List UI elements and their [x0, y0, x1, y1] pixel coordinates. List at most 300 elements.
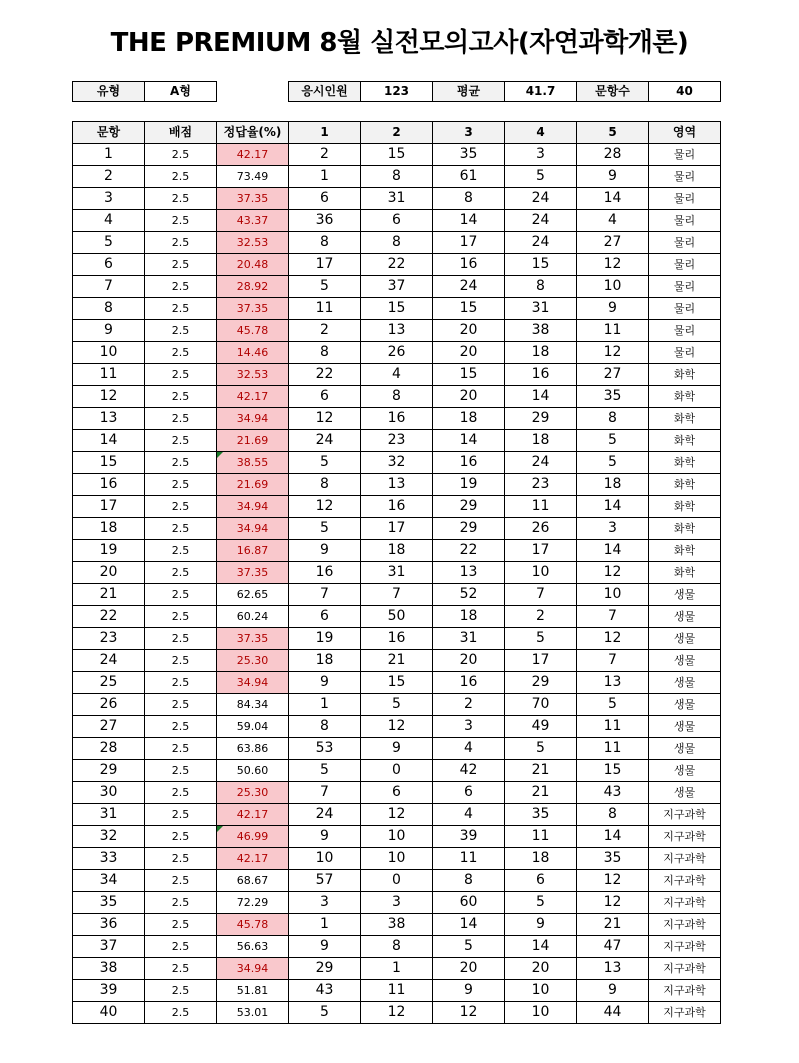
choice-5-cell: 14 — [577, 826, 649, 848]
table-row — [73, 936, 721, 958]
area-cell: 물리 — [649, 254, 721, 276]
summary-row — [73, 82, 721, 102]
area-cell: 생물 — [649, 672, 721, 694]
questions-value: 40 — [649, 82, 721, 102]
choice-1-cell: 5 — [289, 1002, 361, 1024]
choice-5-cell: 11 — [577, 320, 649, 342]
correct-rate-cell: 34.94 — [217, 958, 289, 980]
question-number-cell: 21 — [73, 584, 145, 606]
choice-5-cell: 13 — [577, 672, 649, 694]
choice-4-cell: 38 — [505, 320, 577, 342]
question-number-cell: 12 — [73, 386, 145, 408]
choice-5-cell: 5 — [577, 430, 649, 452]
question-number-cell: 9 — [73, 320, 145, 342]
table-row — [73, 980, 721, 1002]
choice-1-cell: 7 — [289, 584, 361, 606]
table-row — [73, 804, 721, 826]
choice-1-cell: 6 — [289, 606, 361, 628]
choice-5-cell: 35 — [577, 848, 649, 870]
choice-1-cell: 11 — [289, 298, 361, 320]
area-cell: 물리 — [649, 342, 721, 364]
choice-3-cell: 9 — [433, 980, 505, 1002]
area-cell: 지구과학 — [649, 826, 721, 848]
choice-2-cell: 23 — [361, 430, 433, 452]
question-number-cell: 39 — [73, 980, 145, 1002]
choice-3-cell: 2 — [433, 694, 505, 716]
score-cell: 2.5 — [145, 386, 217, 408]
correct-rate-cell: 50.60 — [217, 760, 289, 782]
table-row — [73, 320, 721, 342]
choice-3-cell: 16 — [433, 672, 505, 694]
choice-3-cell: 5 — [433, 936, 505, 958]
question-number-cell: 24 — [73, 650, 145, 672]
area-cell: 생물 — [649, 760, 721, 782]
question-number-cell: 26 — [73, 694, 145, 716]
choice-2-cell: 32 — [361, 452, 433, 474]
choice-4-cell: 70 — [505, 694, 577, 716]
choice-3-cell: 61 — [433, 166, 505, 188]
choice-2-cell: 12 — [361, 716, 433, 738]
choice-2-cell: 16 — [361, 408, 433, 430]
choice-2-cell: 6 — [361, 210, 433, 232]
choice-5-cell: 12 — [577, 892, 649, 914]
choice-5-cell: 9 — [577, 298, 649, 320]
choice-4-cell: 6 — [505, 870, 577, 892]
score-cell: 2.5 — [145, 144, 217, 166]
choice-1-cell: 7 — [289, 782, 361, 804]
choice-4-cell: 8 — [505, 276, 577, 298]
score-cell: 2.5 — [145, 870, 217, 892]
choice-4-cell: 21 — [505, 760, 577, 782]
question-number-cell: 25 — [73, 672, 145, 694]
area-cell: 지구과학 — [649, 914, 721, 936]
score-cell: 2.5 — [145, 606, 217, 628]
question-number-cell: 19 — [73, 540, 145, 562]
choice-5-cell: 12 — [577, 870, 649, 892]
correct-rate-cell: 32.53 — [217, 364, 289, 386]
choice-3-cell: 16 — [433, 452, 505, 474]
choice-1-cell: 1 — [289, 166, 361, 188]
table-row — [73, 386, 721, 408]
choice-5-cell: 35 — [577, 386, 649, 408]
choice-5-cell: 5 — [577, 452, 649, 474]
question-number-cell: 29 — [73, 760, 145, 782]
choice-1-cell: 17 — [289, 254, 361, 276]
choice-2-cell: 4 — [361, 364, 433, 386]
correct-rate-cell: 59.04 — [217, 716, 289, 738]
area-cell: 생물 — [649, 782, 721, 804]
choice-2-cell: 16 — [361, 496, 433, 518]
choice-2-cell: 31 — [361, 562, 433, 584]
score-cell: 2.5 — [145, 540, 217, 562]
correct-rate-cell: 37.35 — [217, 298, 289, 320]
table-row — [73, 254, 721, 276]
correct-rate-cell: 63.86 — [217, 738, 289, 760]
choice-4-cell: 14 — [505, 936, 577, 958]
correct-rate-cell: 42.17 — [217, 386, 289, 408]
choice-3-cell: 4 — [433, 738, 505, 760]
correct-rate-cell: 14.46 — [217, 342, 289, 364]
question-number-cell: 20 — [73, 562, 145, 584]
choice-2-cell: 1 — [361, 958, 433, 980]
choice-4-cell: 15 — [505, 254, 577, 276]
table-row — [73, 298, 721, 320]
correct-rate-cell: 45.78 — [217, 914, 289, 936]
choice-2-cell: 13 — [361, 474, 433, 496]
score-cell: 2.5 — [145, 342, 217, 364]
table-row — [73, 364, 721, 386]
choice-5-cell: 15 — [577, 760, 649, 782]
score-cell: 2.5 — [145, 298, 217, 320]
question-number-cell: 3 — [73, 188, 145, 210]
choice-1-cell: 8 — [289, 474, 361, 496]
choice-2-cell: 8 — [361, 232, 433, 254]
choice-5-cell: 12 — [577, 628, 649, 650]
correct-rate-cell: 34.94 — [217, 672, 289, 694]
choice-1-cell: 5 — [289, 276, 361, 298]
choice-1-cell: 5 — [289, 518, 361, 540]
score-cell: 2.5 — [145, 760, 217, 782]
question-number-cell: 27 — [73, 716, 145, 738]
table-row — [73, 606, 721, 628]
choice-4-cell: 5 — [505, 892, 577, 914]
area-cell: 물리 — [649, 144, 721, 166]
correct-rate-cell: 46.99 — [217, 826, 289, 848]
choice-5-cell: 27 — [577, 232, 649, 254]
area-cell: 지구과학 — [649, 1002, 721, 1024]
choice-3-cell: 14 — [433, 430, 505, 452]
table-row — [73, 540, 721, 562]
correct-rate-cell: 51.81 — [217, 980, 289, 1002]
table-row — [73, 166, 721, 188]
table-row — [73, 650, 721, 672]
question-number-cell: 11 — [73, 364, 145, 386]
table-row — [73, 144, 721, 166]
score-cell: 2.5 — [145, 782, 217, 804]
question-number-cell: 15 — [73, 452, 145, 474]
correct-rate-cell: 62.65 — [217, 584, 289, 606]
choice-2-cell: 22 — [361, 254, 433, 276]
question-number-cell: 35 — [73, 892, 145, 914]
choice-5-cell: 7 — [577, 606, 649, 628]
area-cell: 생물 — [649, 716, 721, 738]
choice-3-cell: 15 — [433, 298, 505, 320]
choice-5-cell: 43 — [577, 782, 649, 804]
area-cell: 물리 — [649, 210, 721, 232]
table-row — [73, 892, 721, 914]
choice-2-cell: 3 — [361, 892, 433, 914]
choice-1-cell: 3 — [289, 892, 361, 914]
choice-4-cell: 16 — [505, 364, 577, 386]
choice-3-cell: 8 — [433, 870, 505, 892]
choice-1-cell: 9 — [289, 826, 361, 848]
choice-5-cell: 11 — [577, 738, 649, 760]
score-cell: 2.5 — [145, 232, 217, 254]
score-cell: 2.5 — [145, 496, 217, 518]
correct-rate-cell: 73.49 — [217, 166, 289, 188]
score-cell: 2.5 — [145, 672, 217, 694]
question-number-cell: 31 — [73, 804, 145, 826]
choice-2-cell: 5 — [361, 694, 433, 716]
area-cell: 생물 — [649, 606, 721, 628]
choice-3-cell: 12 — [433, 1002, 505, 1024]
choice-4-cell: 24 — [505, 232, 577, 254]
score-cell: 2.5 — [145, 826, 217, 848]
choice-1-cell: 24 — [289, 804, 361, 826]
question-number-cell: 8 — [73, 298, 145, 320]
table-row — [73, 188, 721, 210]
page-title: THE PREMIUM 8월 실전모의고사(자연과학개론) — [110, 28, 689, 58]
choice-1-cell: 2 — [289, 144, 361, 166]
score-cell: 2.5 — [145, 848, 217, 870]
choice-5-cell: 10 — [577, 584, 649, 606]
choice-2-cell: 9 — [361, 738, 433, 760]
question-number-cell: 40 — [73, 1002, 145, 1024]
area-cell: 생물 — [649, 738, 721, 760]
table-row — [73, 496, 721, 518]
score-cell: 2.5 — [145, 408, 217, 430]
choice-5-cell: 9 — [577, 166, 649, 188]
header-cell: 3 — [433, 122, 505, 144]
score-cell: 2.5 — [145, 716, 217, 738]
type-value: A형 — [145, 82, 217, 102]
choice-5-cell: 14 — [577, 540, 649, 562]
choice-4-cell: 10 — [505, 980, 577, 1002]
correct-rate-cell: 60.24 — [217, 606, 289, 628]
choice-3-cell: 52 — [433, 584, 505, 606]
choice-4-cell: 20 — [505, 958, 577, 980]
choice-3-cell: 20 — [433, 386, 505, 408]
correct-rate-cell: 42.17 — [217, 848, 289, 870]
score-cell: 2.5 — [145, 320, 217, 342]
choice-4-cell: 31 — [505, 298, 577, 320]
choice-4-cell: 11 — [505, 496, 577, 518]
area-cell: 화학 — [649, 518, 721, 540]
choice-4-cell: 2 — [505, 606, 577, 628]
area-cell: 지구과학 — [649, 958, 721, 980]
score-cell: 2.5 — [145, 276, 217, 298]
choice-1-cell: 43 — [289, 980, 361, 1002]
area-cell: 물리 — [649, 276, 721, 298]
question-number-cell: 23 — [73, 628, 145, 650]
question-number-cell: 32 — [73, 826, 145, 848]
choice-2-cell: 8 — [361, 166, 433, 188]
correct-rate-cell: 25.30 — [217, 782, 289, 804]
question-number-cell: 13 — [73, 408, 145, 430]
choice-3-cell: 18 — [433, 408, 505, 430]
area-cell: 화학 — [649, 474, 721, 496]
type-label: 유형 — [73, 82, 145, 102]
score-cell: 2.5 — [145, 364, 217, 386]
choice-3-cell: 11 — [433, 848, 505, 870]
correct-rate-cell: 42.17 — [217, 144, 289, 166]
choice-5-cell: 44 — [577, 1002, 649, 1024]
score-cell: 2.5 — [145, 980, 217, 1002]
score-cell: 2.5 — [145, 628, 217, 650]
choice-3-cell: 16 — [433, 254, 505, 276]
choice-5-cell: 27 — [577, 364, 649, 386]
choice-5-cell: 13 — [577, 958, 649, 980]
correct-rate-cell: 68.67 — [217, 870, 289, 892]
correct-rate-cell: 25.30 — [217, 650, 289, 672]
choice-2-cell: 6 — [361, 782, 433, 804]
area-cell: 지구과학 — [649, 870, 721, 892]
question-number-cell: 16 — [73, 474, 145, 496]
choice-3-cell: 15 — [433, 364, 505, 386]
choice-4-cell: 26 — [505, 518, 577, 540]
question-number-cell: 37 — [73, 936, 145, 958]
question-number-cell: 17 — [73, 496, 145, 518]
choice-2-cell: 17 — [361, 518, 433, 540]
choice-1-cell: 18 — [289, 650, 361, 672]
table-row — [73, 782, 721, 804]
choice-1-cell: 8 — [289, 232, 361, 254]
choice-3-cell: 29 — [433, 496, 505, 518]
choice-1-cell: 29 — [289, 958, 361, 980]
choice-5-cell: 14 — [577, 188, 649, 210]
correct-rate-cell: 32.53 — [217, 232, 289, 254]
choice-5-cell: 10 — [577, 276, 649, 298]
choice-3-cell: 31 — [433, 628, 505, 650]
table-row — [73, 210, 721, 232]
table-row — [73, 518, 721, 540]
choice-2-cell: 37 — [361, 276, 433, 298]
question-number-cell: 34 — [73, 870, 145, 892]
choice-1-cell: 24 — [289, 430, 361, 452]
table-row — [73, 672, 721, 694]
area-cell: 화학 — [649, 408, 721, 430]
choice-1-cell: 8 — [289, 716, 361, 738]
question-number-cell: 2 — [73, 166, 145, 188]
choice-2-cell: 31 — [361, 188, 433, 210]
choice-2-cell: 7 — [361, 584, 433, 606]
header-cell: 5 — [577, 122, 649, 144]
table-row — [73, 584, 721, 606]
choice-3-cell: 35 — [433, 144, 505, 166]
choice-5-cell: 4 — [577, 210, 649, 232]
score-cell: 2.5 — [145, 914, 217, 936]
choice-4-cell: 18 — [505, 342, 577, 364]
choice-2-cell: 11 — [361, 980, 433, 1002]
correct-rate-cell: 21.69 — [217, 474, 289, 496]
score-cell: 2.5 — [145, 562, 217, 584]
choice-5-cell: 12 — [577, 254, 649, 276]
correct-rate-cell: 45.78 — [217, 320, 289, 342]
choice-2-cell: 50 — [361, 606, 433, 628]
table-row — [73, 430, 721, 452]
choice-1-cell: 9 — [289, 540, 361, 562]
header-cell: 배점 — [145, 122, 217, 144]
choice-2-cell: 15 — [361, 672, 433, 694]
choice-4-cell: 10 — [505, 562, 577, 584]
choice-3-cell: 20 — [433, 650, 505, 672]
choice-1-cell: 1 — [289, 694, 361, 716]
choice-2-cell: 15 — [361, 298, 433, 320]
choice-3-cell: 6 — [433, 782, 505, 804]
choice-4-cell: 18 — [505, 848, 577, 870]
choice-3-cell: 20 — [433, 958, 505, 980]
area-cell: 화학 — [649, 386, 721, 408]
table-row — [73, 1002, 721, 1024]
score-cell: 2.5 — [145, 892, 217, 914]
correct-rate-cell: 56.63 — [217, 936, 289, 958]
header-cell: 1 — [289, 122, 361, 144]
choice-1-cell: 19 — [289, 628, 361, 650]
area-cell: 화학 — [649, 452, 721, 474]
question-number-cell: 7 — [73, 276, 145, 298]
choice-4-cell: 21 — [505, 782, 577, 804]
score-cell: 2.5 — [145, 452, 217, 474]
choice-1-cell: 6 — [289, 188, 361, 210]
choice-2-cell: 0 — [361, 870, 433, 892]
choice-3-cell: 4 — [433, 804, 505, 826]
question-number-cell: 22 — [73, 606, 145, 628]
score-cell: 2.5 — [145, 166, 217, 188]
score-cell: 2.5 — [145, 958, 217, 980]
score-cell: 2.5 — [145, 430, 217, 452]
choice-1-cell: 12 — [289, 496, 361, 518]
choice-4-cell: 5 — [505, 628, 577, 650]
table-row — [73, 232, 721, 254]
area-cell: 화학 — [649, 540, 721, 562]
header-cell: 4 — [505, 122, 577, 144]
choice-2-cell: 38 — [361, 914, 433, 936]
choice-5-cell: 18 — [577, 474, 649, 496]
choice-2-cell: 26 — [361, 342, 433, 364]
area-cell: 물리 — [649, 232, 721, 254]
choice-3-cell: 20 — [433, 320, 505, 342]
area-cell: 생물 — [649, 584, 721, 606]
choice-4-cell: 49 — [505, 716, 577, 738]
correct-rate-cell: 34.94 — [217, 496, 289, 518]
choice-4-cell: 24 — [505, 210, 577, 232]
correct-rate-cell: 72.29 — [217, 892, 289, 914]
question-number-cell: 4 — [73, 210, 145, 232]
choice-4-cell: 5 — [505, 166, 577, 188]
choice-3-cell: 39 — [433, 826, 505, 848]
correct-rate-cell: 37.35 — [217, 628, 289, 650]
choice-1-cell: 5 — [289, 452, 361, 474]
table-row — [73, 760, 721, 782]
choice-1-cell: 12 — [289, 408, 361, 430]
choice-2-cell: 16 — [361, 628, 433, 650]
choice-2-cell: 8 — [361, 386, 433, 408]
choice-2-cell: 12 — [361, 1002, 433, 1024]
header-row — [73, 122, 721, 144]
choice-5-cell: 28 — [577, 144, 649, 166]
choice-4-cell: 29 — [505, 672, 577, 694]
choice-3-cell: 19 — [433, 474, 505, 496]
choice-1-cell: 1 — [289, 914, 361, 936]
choice-3-cell: 14 — [433, 914, 505, 936]
choice-4-cell: 11 — [505, 826, 577, 848]
area-cell: 생물 — [649, 694, 721, 716]
header-cell: 정답율(%) — [217, 122, 289, 144]
correct-rate-cell: 84.34 — [217, 694, 289, 716]
choice-1-cell: 10 — [289, 848, 361, 870]
choice-1-cell: 16 — [289, 562, 361, 584]
choice-4-cell: 5 — [505, 738, 577, 760]
choice-4-cell: 35 — [505, 804, 577, 826]
choice-5-cell: 11 — [577, 716, 649, 738]
question-number-cell: 18 — [73, 518, 145, 540]
choice-5-cell: 8 — [577, 804, 649, 826]
choice-3-cell: 60 — [433, 892, 505, 914]
correct-rate-cell: 28.92 — [217, 276, 289, 298]
score-cell: 2.5 — [145, 804, 217, 826]
choice-3-cell: 18 — [433, 606, 505, 628]
choice-5-cell: 12 — [577, 342, 649, 364]
